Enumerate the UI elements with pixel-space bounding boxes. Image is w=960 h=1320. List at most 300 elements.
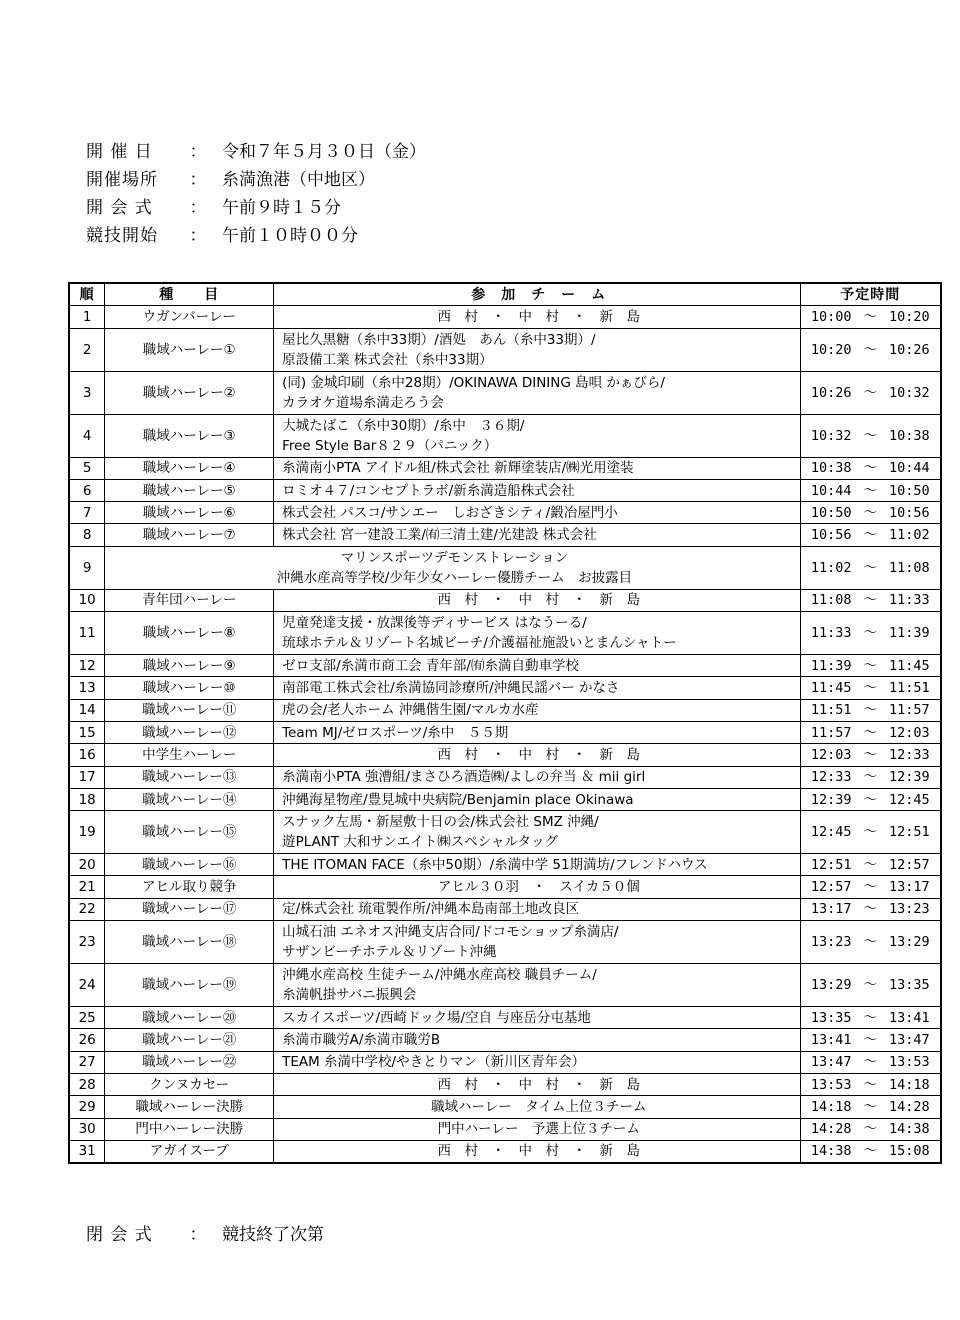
row-teams: [274, 1096, 800, 1118]
row-event: 職域ハーレー①: [105, 328, 274, 371]
row-event: 職域ハーレー⑧: [105, 612, 274, 655]
row-event: 職域ハーレー㉑: [105, 1029, 274, 1051]
row-teams: [274, 721, 800, 743]
table-row: [69, 1029, 941, 1051]
row-order: 13: [69, 677, 105, 699]
start-time: 10:44: [810, 482, 852, 499]
row-event: 職域ハーレー⑭: [105, 788, 274, 810]
info-row: [86, 222, 426, 250]
tilde: ～: [863, 791, 877, 808]
row-order: 25: [69, 1007, 105, 1029]
info-label: 開 会 式: [86, 198, 153, 218]
row-event: 職域ハーレー⑩: [105, 677, 274, 699]
header-teams: 参 加 チ ー ム: [274, 283, 800, 306]
tilde: ～: [863, 625, 877, 642]
team-line: TEAM 糸満中学校/やきとりマン（新川区青年会）: [282, 1054, 586, 1071]
row-event: 職域ハーレー㉒: [105, 1051, 274, 1073]
team-line: 株式会社 パスコ/サンエー しおざきシティ/鍛冶屋門小: [282, 504, 618, 521]
team-line: 西 村 ・ 中 村 ・ 新 島: [437, 746, 641, 763]
team-line: サザンビーチホテル＆リゾート沖縄: [282, 944, 497, 961]
closing-colon: ：: [189, 1224, 207, 1245]
end-time: 10:38: [889, 427, 930, 444]
closing-ceremony: [86, 1218, 324, 1246]
row-order: 28: [69, 1073, 105, 1095]
end-time: 10:26: [889, 341, 930, 358]
start-time: 10:50: [810, 504, 852, 521]
table-row: [69, 1096, 941, 1118]
team-line: 西 村 ・ 中 村 ・ 新 島: [437, 1143, 641, 1160]
table-row: [69, 502, 941, 524]
row-time: [800, 766, 941, 788]
row-time: [800, 921, 941, 964]
row-event: 職域ハーレー⑰: [105, 898, 274, 920]
table-row: [69, 766, 941, 788]
table-row: [69, 524, 941, 546]
table-row: [69, 612, 941, 655]
row-time: [800, 414, 941, 457]
info-value: 令和７年５月３０日（金）: [222, 142, 426, 162]
end-time: 10:20: [889, 308, 930, 325]
end-time: 13:23: [889, 901, 930, 918]
start-time: 13:53: [810, 1076, 852, 1093]
info-row: [86, 166, 426, 194]
row-order: 3: [69, 371, 105, 414]
end-time: 12:03: [889, 724, 930, 741]
team-line: 大城たばこ（糸中30期）/糸中 ３６期/: [282, 417, 525, 434]
tilde: ～: [863, 746, 877, 763]
tilde: ～: [863, 977, 877, 994]
start-time: 10:00: [810, 308, 852, 325]
row-order: 24: [69, 964, 105, 1007]
row-time: [800, 524, 941, 546]
info-label: 開催場所: [86, 170, 158, 190]
team-line: 糸満南小PTA アイドル組/株式会社 新輝塗装店/㈱光用塗装: [282, 460, 634, 477]
team-line: 児童発達支援・放課後等ディサービス はなうーる/: [282, 615, 587, 632]
table-row: [69, 921, 941, 964]
row-order: 12: [69, 655, 105, 677]
row-order: 16: [69, 744, 105, 766]
row-order: 4: [69, 414, 105, 457]
start-time: 10:26: [810, 384, 852, 401]
team-line: マリンスポーツデモンストレーション: [340, 549, 569, 566]
end-time: 11:02: [889, 527, 930, 544]
start-time: 12:45: [810, 824, 852, 841]
start-time: 12:57: [810, 879, 852, 896]
start-time: 11:08: [810, 592, 852, 609]
row-teams: [274, 677, 800, 699]
table-row: [69, 546, 941, 589]
row-teams: [274, 371, 800, 414]
row-teams: [274, 502, 800, 524]
row-time: [800, 457, 941, 479]
row-order: 30: [69, 1118, 105, 1140]
tilde: ～: [863, 724, 877, 741]
row-order: 10: [69, 589, 105, 611]
row-order: 19: [69, 811, 105, 854]
end-time: 15:08: [889, 1143, 930, 1160]
table-row: [69, 1007, 941, 1029]
row-event: 職域ハーレー④: [105, 457, 274, 479]
row-event: ウガンバーレー: [105, 306, 274, 328]
tilde: ～: [863, 856, 877, 873]
row-teams: [274, 589, 800, 611]
row-time: [800, 677, 941, 699]
start-time: 11:45: [810, 680, 852, 697]
team-line: 遊PLANT 大和サンエイト㈱スペシャルタッグ: [282, 834, 558, 851]
table-row: [69, 371, 941, 414]
tilde: ～: [863, 482, 877, 499]
row-event: 中学生ハーレー: [105, 744, 274, 766]
team-line: 沖縄海星物産/豊見城中央病院/Benjamin place Okinawa: [282, 791, 634, 808]
table-row: [69, 744, 941, 766]
info-row: [86, 194, 426, 222]
tilde: ～: [863, 460, 877, 477]
table-row: [69, 811, 941, 854]
row-teams: [274, 1007, 800, 1029]
start-time: 10:56: [810, 527, 852, 544]
start-time: 10:20: [810, 341, 852, 358]
tilde: ～: [863, 1054, 877, 1071]
row-teams: [274, 876, 800, 898]
team-line: アヒル３０羽 ・ スイカ５０個: [437, 879, 640, 896]
tilde: ～: [863, 702, 877, 719]
row-teams: [274, 524, 800, 546]
tilde: ～: [863, 680, 877, 697]
team-line: Team MJ/ゼロスポーツ/糸中 ５５期: [282, 724, 509, 741]
team-line: 西 村 ・ 中 村 ・ 新 島: [437, 308, 641, 325]
row-order: 11: [69, 612, 105, 655]
team-line: THE ITOMAN FACE（糸中50期）/糸満中学 51期満坊/フレンドハウス: [282, 856, 708, 873]
team-line: 山城石油 エネオス沖縄支店合同/ドコモショップ糸満店/: [282, 924, 619, 941]
table-row: [69, 328, 941, 371]
table-row: [69, 414, 941, 457]
row-event: 職域ハーレー⑳: [105, 1007, 274, 1029]
tilde: ～: [863, 1076, 877, 1093]
start-time: 11:51: [810, 702, 852, 719]
end-time: 11:57: [889, 702, 930, 719]
row-teams: [274, 854, 800, 876]
start-time: 11:02: [810, 559, 852, 576]
table-row: [69, 1073, 941, 1095]
row-event: 職域ハーレー⑦: [105, 524, 274, 546]
row-time: [800, 502, 941, 524]
end-time: 11:39: [889, 625, 930, 642]
table-row: [69, 721, 941, 743]
row-order: 1: [69, 306, 105, 328]
row-time: [800, 479, 941, 501]
schedule-body: [69, 306, 941, 1163]
row-event: 職域ハーレー⑮: [105, 811, 274, 854]
row-event: 職域ハーレー②: [105, 371, 274, 414]
row-event: 職域ハーレー③: [105, 414, 274, 457]
closing-value: 競技終了次第: [222, 1224, 324, 1245]
row-teams: [274, 479, 800, 501]
row-event: アガイスーブ: [105, 1140, 274, 1163]
team-line: 定/株式会社 琉電製作所/沖縄本島南部土地改良区: [282, 901, 579, 918]
row-teams: [274, 1029, 800, 1051]
row-teams: [105, 546, 800, 589]
start-time: 13:23: [810, 934, 852, 951]
row-time: [800, 876, 941, 898]
row-time: [800, 612, 941, 655]
team-line: 職域ハーレー タイム上位３チーム: [431, 1098, 647, 1115]
row-order: 14: [69, 699, 105, 721]
row-event: 職域ハーレー⑯: [105, 854, 274, 876]
row-time: [800, 1118, 941, 1140]
start-time: 14:38: [810, 1143, 852, 1160]
row-event: 職域ハーレー⑲: [105, 964, 274, 1007]
header-order: 順: [69, 283, 105, 306]
row-time: [800, 744, 941, 766]
tilde: ～: [863, 504, 877, 521]
row-teams: [274, 655, 800, 677]
table-row: [69, 788, 941, 810]
table-row: [69, 898, 941, 920]
table-row: [69, 655, 941, 677]
team-line: 沖縄水産高等学校/少年少女ハーレー優勝チーム お披露目: [276, 569, 633, 586]
start-time: 11:39: [810, 657, 852, 674]
start-time: 10:38: [810, 460, 852, 477]
team-line: 門中ハーレー 予選上位３チーム: [437, 1121, 640, 1138]
end-time: 13:35: [889, 977, 930, 994]
row-event: アヒル取り競争: [105, 876, 274, 898]
schedule-table: [68, 282, 942, 1164]
row-teams: [274, 328, 800, 371]
row-event: 青年団ハーレー: [105, 589, 274, 611]
row-time: [800, 328, 941, 371]
start-time: 12:39: [810, 791, 852, 808]
tilde: ～: [863, 657, 877, 674]
table-row: [69, 964, 941, 1007]
team-line: 西 村 ・ 中 村 ・ 新 島: [437, 592, 641, 609]
row-order: 18: [69, 788, 105, 810]
row-teams: [274, 612, 800, 655]
row-time: [800, 898, 941, 920]
table-row: [69, 479, 941, 501]
team-line: 琉球ホテル＆リゾート名城ビーチ/介護福祉施設いとまんシャトー: [282, 635, 677, 652]
row-event: 門中ハーレー決勝: [105, 1118, 274, 1140]
row-teams: [274, 414, 800, 457]
row-time: [800, 306, 941, 328]
tilde: ～: [863, 1009, 877, 1026]
row-order: 5: [69, 457, 105, 479]
table-row: [69, 457, 941, 479]
row-order: 9: [69, 546, 105, 589]
header-event: 種 目: [105, 283, 274, 306]
row-time: [800, 371, 941, 414]
row-time: [800, 964, 941, 1007]
row-teams: [274, 306, 800, 328]
row-event: クンヌカセー: [105, 1073, 274, 1095]
row-order: 22: [69, 898, 105, 920]
end-time: 13:47: [889, 1031, 930, 1048]
row-time: [800, 1140, 941, 1163]
end-time: 10:50: [889, 482, 930, 499]
end-time: 12:45: [889, 791, 930, 808]
end-time: 13:17: [889, 879, 930, 896]
tilde: ～: [863, 384, 877, 401]
row-event: 職域ハーレー⑬: [105, 766, 274, 788]
row-order: 29: [69, 1096, 105, 1118]
row-time: [800, 589, 941, 611]
row-order: 31: [69, 1140, 105, 1163]
end-time: 14:38: [889, 1121, 930, 1138]
team-line: 糸満市職労A/糸満市職労B: [282, 1031, 441, 1048]
end-time: 10:56: [889, 504, 930, 521]
tilde: ～: [863, 879, 877, 896]
row-time: [800, 546, 941, 589]
team-line: 原設備工業 株式会社（糸中33期）: [282, 351, 493, 368]
team-line: スナック左馬・新屋敷十日の会/株式会社 SMZ 沖縄/: [282, 814, 599, 831]
table-header-row: [69, 283, 941, 306]
row-order: 7: [69, 502, 105, 524]
start-time: 13:29: [810, 977, 852, 994]
info-label: 競技開始: [86, 226, 158, 246]
team-line: ロミオ４７/コンセプトラボ/新糸満造船株式会社: [282, 482, 575, 499]
tilde: ～: [863, 427, 877, 444]
team-line: 南部電工株式会社/糸満協同診療所/沖縄民謡バー かなさ: [282, 680, 620, 697]
table-row: [69, 699, 941, 721]
tilde: ～: [863, 527, 877, 544]
row-teams: [274, 766, 800, 788]
start-time: 11:57: [810, 724, 852, 741]
end-time: 11:33: [889, 592, 930, 609]
tilde: ～: [863, 824, 877, 841]
team-line: ゼロ支部/糸満市商工会 青年部/㈲糸満自動車学校: [282, 657, 579, 674]
row-teams: [274, 811, 800, 854]
team-line: スカイスポーツ/西崎ドック場/空自 与座岳分屯基地: [282, 1009, 591, 1026]
row-order: 21: [69, 876, 105, 898]
team-line: 糸満南小PTA 強漕組/まさひろ酒造㈱/よしの弁当 ＆ mii girl: [282, 769, 646, 786]
row-teams: [274, 744, 800, 766]
team-line: 虎の会/老人ホーム 沖縄偕生園/マルカ水産: [282, 702, 539, 719]
row-teams: [274, 921, 800, 964]
row-order: 23: [69, 921, 105, 964]
table-row: [69, 306, 941, 328]
row-time: [800, 1007, 941, 1029]
info-value: 糸満漁港（中地区）: [222, 170, 375, 190]
start-time: 11:33: [810, 625, 852, 642]
row-teams: [274, 898, 800, 920]
row-order: 8: [69, 524, 105, 546]
start-time: 12:33: [810, 769, 852, 786]
team-line: 株式会社 宮一建設工業/㈲三清土建/光建設 株式会社: [282, 527, 597, 544]
end-time: 12:51: [889, 824, 930, 841]
tilde: ～: [863, 341, 877, 358]
info-value: 午前９時１５分: [222, 198, 341, 218]
start-time: 12:03: [810, 746, 852, 763]
tilde: ～: [863, 308, 877, 325]
row-time: [800, 721, 941, 743]
row-time: [800, 1073, 941, 1095]
info-value: 午前１０時００分: [222, 226, 358, 246]
row-teams: [274, 699, 800, 721]
row-teams: [274, 1140, 800, 1163]
tilde: ～: [863, 901, 877, 918]
team-line: カラオケ道場糸満走ろう会: [282, 394, 444, 411]
info-colon: ：: [189, 142, 207, 162]
tilde: ～: [863, 1031, 877, 1048]
row-teams: [274, 964, 800, 1007]
row-event: 職域ハーレー⑥: [105, 502, 274, 524]
start-time: 13:47: [810, 1054, 852, 1071]
end-time: 14:28: [889, 1098, 930, 1115]
end-time: 12:57: [889, 856, 930, 873]
tilde: ～: [863, 1143, 877, 1160]
row-order: 17: [69, 766, 105, 788]
end-time: 14:18: [889, 1076, 930, 1093]
end-time: 13:53: [889, 1054, 930, 1071]
start-time: 13:17: [810, 901, 852, 918]
team-line: (同) 金城印刷（糸中28期）/OKINAWA DINING 島唄 かぁびら/: [282, 374, 665, 391]
end-time: 12:33: [889, 746, 930, 763]
info-row: [86, 138, 426, 166]
start-time: 14:18: [810, 1098, 852, 1115]
end-time: 13:29: [889, 934, 930, 951]
table-row: [69, 876, 941, 898]
end-time: 12:39: [889, 769, 930, 786]
table-row: [69, 1118, 941, 1140]
end-time: 13:41: [889, 1009, 930, 1026]
row-event: 職域ハーレー決勝: [105, 1096, 274, 1118]
table-row: [69, 589, 941, 611]
table-row: [69, 677, 941, 699]
row-event: 職域ハーレー⑱: [105, 921, 274, 964]
row-teams: [274, 1051, 800, 1073]
header-time: 予定時間: [800, 283, 941, 306]
start-time: 13:35: [810, 1009, 852, 1026]
start-time: 10:32: [810, 427, 852, 444]
tilde: ～: [863, 1098, 877, 1115]
team-line: 西 村 ・ 中 村 ・ 新 島: [437, 1076, 641, 1093]
start-time: 12:51: [810, 856, 852, 873]
row-time: [800, 1029, 941, 1051]
row-teams: [274, 457, 800, 479]
tilde: ～: [863, 934, 877, 951]
table-row: [69, 1051, 941, 1073]
row-order: 20: [69, 854, 105, 876]
start-time: 13:41: [810, 1031, 852, 1048]
row-teams: [274, 1118, 800, 1140]
row-order: 27: [69, 1051, 105, 1073]
row-teams: [274, 788, 800, 810]
row-event: 職域ハーレー⑨: [105, 655, 274, 677]
event-info: [86, 138, 426, 250]
table-row: [69, 1140, 941, 1163]
end-time: 10:44: [889, 460, 930, 477]
start-time: 14:28: [810, 1121, 852, 1138]
tilde: ～: [863, 592, 877, 609]
row-time: [800, 811, 941, 854]
end-time: 10:32: [889, 384, 930, 401]
tilde: ～: [863, 769, 877, 786]
row-order: 2: [69, 328, 105, 371]
row-time: [800, 854, 941, 876]
info-colon: ：: [189, 226, 207, 246]
row-order: 15: [69, 721, 105, 743]
row-order: 26: [69, 1029, 105, 1051]
end-time: 11:08: [889, 559, 930, 576]
tilde: ～: [863, 559, 877, 576]
team-line: 沖縄水産高校 生徒チーム/沖縄水産高校 職員チーム/: [282, 967, 597, 984]
row-time: [800, 788, 941, 810]
row-order: 6: [69, 479, 105, 501]
row-time: [800, 1096, 941, 1118]
table-row: [69, 854, 941, 876]
info-colon: ：: [189, 170, 207, 190]
end-time: 11:45: [889, 657, 930, 674]
row-event: 職域ハーレー⑤: [105, 479, 274, 501]
